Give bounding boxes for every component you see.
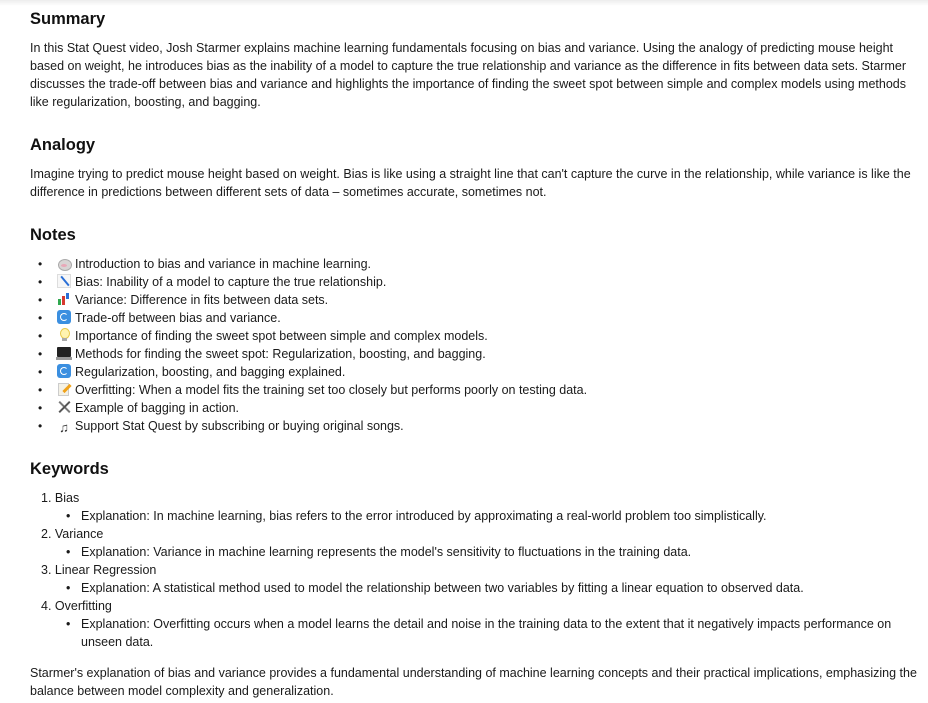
keyword-term: 2. Variance: [41, 527, 104, 541]
notes-list-item: [30, 273, 587, 291]
note-text: Introduction to bias and variance in machine learning.: [75, 257, 372, 271]
bar-chart-icon: [56, 292, 72, 306]
notes-list-item: [30, 381, 587, 399]
keyword-explanation: [30, 579, 914, 597]
keyword-explanation-text: Explanation: In machine learning, bias refers to the error introduced by approximating a real-world problem too simplistically.: [81, 509, 767, 523]
bullet-icon: •: [66, 581, 71, 595]
note-text: Trade-off between bias and variance.: [75, 311, 281, 325]
notes-list-item: [30, 309, 587, 327]
bullet-icon: •: [38, 257, 43, 271]
summary-heading: Summary: [30, 10, 106, 28]
keyword-term: 1. Bias: [41, 491, 80, 505]
hammer-wrench-icon: [56, 400, 72, 414]
musical-notes-icon: ♫: [59, 420, 69, 435]
note-text: Overfitting: When a model fits the training set too closely but performs poorly on testing data.: [75, 383, 588, 397]
keyword-explanation: [30, 507, 914, 525]
bullet-icon: •: [38, 347, 43, 361]
note-text: Methods for finding the sweet spot: Regularization, boosting, and bagging.: [75, 347, 486, 361]
laptop-icon: [56, 346, 72, 360]
note-text: Regularization, boosting, and bagging explained.: [75, 365, 346, 379]
note-text: Example of bagging in action.: [75, 401, 239, 415]
keyword-explanation: [30, 543, 914, 561]
keyword-explanation: [30, 615, 914, 651]
keyword-item: [30, 561, 914, 597]
keyword-item: [30, 525, 914, 561]
top-edge-shadow: [0, 0, 928, 6]
note-text: Importance of finding the sweet spot between simple and complex models.: [75, 329, 488, 343]
bullet-icon: •: [66, 617, 71, 631]
notes-list-item: [30, 399, 587, 417]
note-text: Bias: Inability of a model to capture the true relationship.: [75, 275, 387, 289]
bullet-icon: •: [38, 293, 43, 307]
keyword-explanation-text: Explanation: Overfitting occurs when a model learns the detail and noise in the training data to the extent that it negatively impacts performance on unseen data.: [81, 617, 892, 649]
bullet-icon: •: [38, 311, 43, 325]
keywords-heading: Keywords: [30, 460, 109, 478]
analogy-heading: Analogy: [30, 136, 96, 154]
keyword-term: 4. Overfitting: [41, 599, 112, 613]
memo-pencil-icon: [56, 382, 72, 396]
keyword-term: 3. Linear Regression: [41, 563, 157, 577]
keyword-explanation-text: Explanation: A statistical method used to model the relationship between two variables by fitting a linear equation to observed data.: [81, 581, 804, 595]
notes-list: [30, 255, 587, 435]
bullet-icon: •: [66, 509, 71, 523]
notes-heading: Notes: [30, 226, 76, 244]
notes-list-item: [30, 345, 587, 363]
keyword-item: [30, 489, 914, 525]
notes-list-item: [30, 327, 587, 345]
note-text: Variance: Difference in fits between data sets.: [75, 293, 329, 307]
bullet-icon: •: [38, 401, 43, 415]
notes-list-item: [30, 417, 587, 435]
cycle-arrows-icon: [56, 310, 72, 324]
conclusion-paragraph: Starmer's explanation of bias and variance provides a fundamental understanding of machine learning concepts and their practical implications, emphasizing the balance between model complexity and generalization.: [30, 666, 917, 698]
note-text: Support Stat Quest by subscribing or buying original songs.: [75, 419, 404, 433]
bullet-icon: •: [38, 365, 43, 379]
bullet-icon: •: [38, 275, 43, 289]
light-bulb-icon: [56, 328, 72, 342]
keyword-explanation-text: Explanation: Variance in machine learning represents the model's sensitivity to fluctuations in the training data.: [81, 545, 692, 559]
mouse-face-icon: [56, 256, 72, 270]
keyword-item: [30, 597, 914, 651]
bullet-icon: •: [38, 419, 43, 433]
analogy-paragraph: Imagine trying to predict mouse height based on weight. Bias is like using a straight line that can't capture the curve in the relationship, while variance is like the difference in predictions between different sets of data – sometimes accurate, sometimes not.: [30, 167, 911, 199]
bullet-icon: •: [66, 545, 71, 559]
notes-list-item: [30, 255, 587, 273]
cycle-arrows-icon: [56, 364, 72, 378]
bullet-icon: •: [38, 329, 43, 343]
notes-list-item: [30, 291, 587, 309]
notes-list-item: [30, 363, 587, 381]
keywords-list: [30, 489, 914, 651]
bullet-icon: •: [38, 383, 43, 397]
chart-decreasing-icon: [56, 274, 72, 288]
summary-paragraph: In this Stat Quest video, Josh Starmer explains machine learning fundamentals focusing on bias and variance. Using the analogy of predicting mouse height based on weight, he introduces bias as the inability of a model to capture the true relationship and variance as the difference in fits between data sets. Starmer discusses the trade-off between bias and variance and highlights the importance of finding the sweet spot between simple and complex models using methods like regularization, boosting, and bagging.: [30, 41, 906, 109]
